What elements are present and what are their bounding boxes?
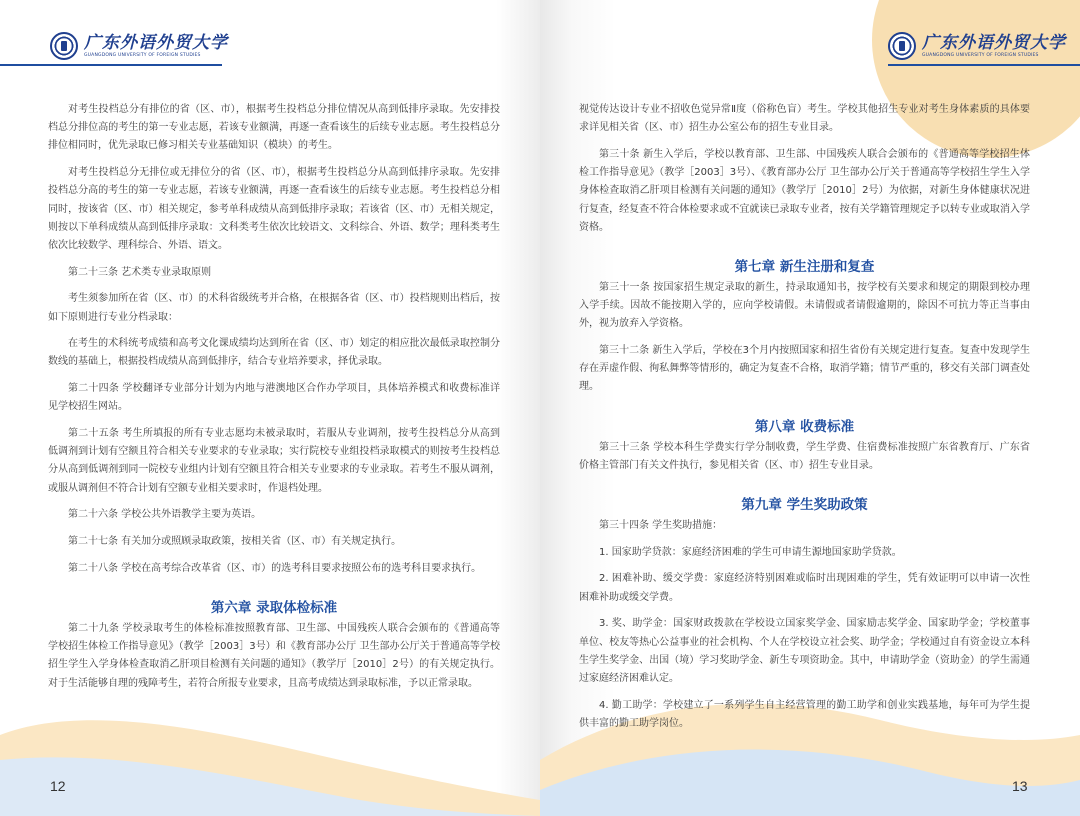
chapter-heading: 第八章 收费标准 bbox=[754, 418, 855, 435]
body-paragraph: 第二十九条 学校录取考生的体检标准按照教育部、卫生部、中国残疾人联合会颁布的《普通高等学校招生体检工作指导意见》（教学［2003］3号）和《教育部办公厅 卫生部办公厅关于普通高等学校招生学生入学身体检查取消乙肝项目检测有关问题的通知》（教学厅［2010］2号）的有关规定执行。对于生活能够自理的残障考生，若符合所报专业要求，且高考成绩达到录取标准，予以正常录取。 bbox=[48, 622, 500, 689]
body-paragraph: 第二十三条 艺术类专业录取原则 bbox=[68, 266, 212, 278]
body-paragraph: 第二十八条 学校在高考综合改革省（区、市）的选考科目要求按照公布的选考科目要求执行。 bbox=[68, 562, 482, 574]
left-header-logo bbox=[50, 26, 228, 66]
body-paragraph: 3. 奖、助学金：国家财政拨款在学校设立国家奖学金、国家励志奖学金、国家助学金；学校董事单位、校友等热心公益事业的社会机构、个人在学校设立社会奖、助学金；学校通过自有资金设立本科生学生奖学金、出国（境）学习奖助学金、新生专项资助金。其中，申请助学金（资助金）的学生需通过家庭经济困难认定。 bbox=[579, 618, 1030, 684]
body-paragraph: 第三十一条 按国家招生规定录取的新生，持录取通知书，按学校有关要求和规定的期限到校办理入学手续。因故不能按期入学的，应向学校请假。未请假或者请假逾期的，除因不可抗力等正当事由外，视为放弃入学资格。 bbox=[579, 281, 1030, 330]
brand-chinese-name: 广东外语外贸大学 bbox=[922, 33, 1066, 53]
body-paragraph: 对考生投档总分无排位或无排位分的省（区、市），根据考生投档总分从高到低排序录取。先安排投档总分高的考生的第一专业志愿，若该专业额满，再逐一查看该生的后续专业志愿。考生投档总分相同时，按该省（区、市）相关规定，参考单科成绩从高到低排序录取；若该省（区、市）无相关规定，则按以下单科成绩从高到低排序录取：文科类考生依次比较语文、文科综合、外语、数学；理科类考生依次比较数学、理科综合、外语、语文。 bbox=[48, 167, 500, 251]
body-paragraph: 第二十六条 学校公共外语教学主要为英语。 bbox=[68, 509, 262, 521]
chapter-heading: 第九章 学生奖助政策 bbox=[741, 497, 868, 514]
chapter-heading: 第六章 录取体检标准 bbox=[210, 599, 338, 616]
body-paragraph: 第三十二条 新生入学后，学校在3个月内按照国家和招生省份有关规定进行复查。复查中发现学生存在弄虚作假、徇私舞弊等情形的，确定为复查不合格，取消学籍；情节严重的，移交有关部门调查处理。 bbox=[579, 345, 1030, 393]
body-paragraph: 第二十七条 有关加分或照顾录取政策，按相关省（区、市）有关规定执行。 bbox=[68, 536, 402, 548]
body-paragraph: 第二十四条 学校翻译专业部分计划为内地与港澳地区合作办学项目，具体培养模式和收费标准详见学校招生网站。 bbox=[48, 383, 500, 413]
body-paragraph: 在考生的术科统考成绩和高考文化课成绩均达到所在省（区、市）划定的相应批次最低录取控制分数线的基础上，根据投档成绩从高到低排序，结合专业培养要求，择优录取。 bbox=[48, 338, 500, 368]
body-paragraph: 第三十四条 学生奖助措施： bbox=[599, 520, 723, 532]
body-paragraph: 第三十条 新生入学后，学校以教育部、卫生部、中国残疾人联合会颁布的《普通高等学校招生体检工作指导意见》（教学［2003］3号）、《教育部办公厅 卫生部办公厅关于普通高等学校招生学生入学身体检查取消乙肝项目检测有关问题的通知》（教学厅［2010］2号）为依据，对新生身体健康状况进行复查，经复查不符合体检要求或不宜就读已录取专业者，按有关学籍管理规定予以转专业或取消入学资格。 bbox=[579, 148, 1030, 233]
page-number-left: 12 bbox=[50, 778, 66, 794]
body-paragraph: 视觉传达设计专业不招收色觉异常Ⅱ度（俗称色盲）考生。学校其他招生专业对考生身体素质的具体要求详见相关省（区、市）招生办公室公布的招生专业目录。 bbox=[579, 104, 1030, 134]
chapter-heading: 第七章 新生注册和复查 bbox=[734, 258, 875, 275]
brand-english-name: GUANGDONG UNIVERSITY OF FOREIGN STUDIES bbox=[922, 53, 1039, 58]
body-paragraph: 对考生投档总分有排位的省（区、市），根据考生投档总分排位情况从高到低排序录取。先安排投档总分排位高的考生的第一专业志愿，若该专业额满，再逐一查看该生的后续专业志愿。考生投档总分排位相同时，优先录取已修习相关专业基础知识（模块）的考生。 bbox=[48, 104, 500, 152]
body-paragraph: 第三十三条 学校本科生学费实行学分制收费，学生学费、住宿费标准按照广东省教育厅、广东省价格主管部门有关文件执行，参见相关省（区、市）招生专业目录。 bbox=[579, 441, 1030, 471]
page-number-right: 13 bbox=[1012, 778, 1028, 794]
university-emblem-icon bbox=[888, 32, 916, 60]
header-rule-right bbox=[888, 64, 1080, 66]
header-rule-left bbox=[0, 64, 222, 66]
body-paragraph: 考生须参加所在省（区、市）的术科省级统考并合格，在根据各省（区、市）投档规则出档后，按如下原则进行专业分档录取： bbox=[48, 293, 500, 323]
right-header-logo bbox=[888, 26, 1066, 66]
brand-english-name: GUANGDONG UNIVERSITY OF FOREIGN STUDIES bbox=[84, 53, 201, 58]
left-page-text-column bbox=[48, 101, 500, 701]
right-page-text-column bbox=[579, 101, 1030, 742]
university-emblem-icon bbox=[50, 32, 78, 60]
body-paragraph: 2. 困难补助、缓交学费：家庭经济特别困难或临时出现困难的学生，凭有效证明可以申请一次性困难补助或缓交学费。 bbox=[579, 573, 1030, 603]
brand-chinese-name: 广东外语外贸大学 bbox=[84, 33, 228, 53]
body-paragraph: 第二十五条 考生所填报的所有专业志愿均未被录取时，若服从专业调剂，按考生投档总分从高到低调剂到计划有空额且符合相关专业要求的专业录取；实行院校专业组投档录取模式的则按考生投档总分从高到低调剂到同一院校专业组内计划有空额且符合相关专业要求的专业录取。若考生不服从调剂，或服从调剂但不符合计划有空额专业相关要求时，作退档处理。 bbox=[48, 428, 500, 494]
body-paragraph: 4. 勤工助学：学校建立了一系列学生自主经营管理的勤工助学和创业实践基地，每年可为学生提供丰富的勤工助学岗位。 bbox=[579, 699, 1030, 729]
body-paragraph: 1. 国家助学贷款：家庭经济困难的学生可申请生源地国家助学贷款。 bbox=[599, 546, 902, 558]
